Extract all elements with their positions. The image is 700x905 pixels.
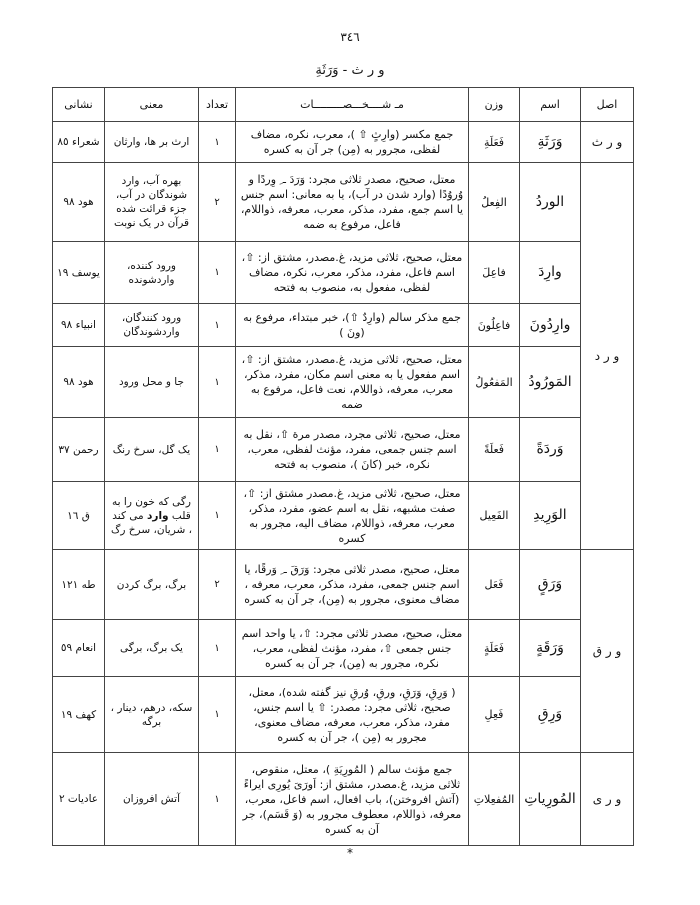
meaning-cell: ورود کننده، واردشونده xyxy=(105,242,199,304)
pattern-cell: المَفعُولُ xyxy=(469,347,520,418)
count-cell: ١ xyxy=(199,677,236,753)
description-cell: ( وَرِقِ، وَرَقِ، ورقِ، وُرقِ نیز گفته شده)، معتل، صحیح، ثلاثی مجرد: مصدر: ⇧ یا اسم جنس، مفرد، مذکر، معرب، معرفه، مضاف معنوی، مجرور به (مِن )، جر آن به کسره xyxy=(236,677,469,753)
count-cell: ١ xyxy=(199,620,236,677)
header-root: اصل xyxy=(581,88,634,122)
meaning-text: می کند ، شریان، سرخ رگ xyxy=(110,509,193,536)
description-cell: معتل، صحیح، ثلاثی مزید، غ.مصدر، مشتق از: ⇧، اسم مفعول یا به معنی اسم مکان، مفرد، مذکر، معرب، معرفه، ذواللام، نعت فاعل، مرفوع به ضمه xyxy=(236,347,469,418)
count-cell: ١ xyxy=(199,304,236,347)
description-cell: جمع مذکر سالم (وارِدٌ ⇧)، خبر مبتداء، مرفوع به (ونَ ) xyxy=(236,304,469,347)
meaning-cell: برگ، برگ کردن xyxy=(105,550,199,620)
root-cell: و ر ث xyxy=(581,122,634,163)
noun-cell: وارِدُونَ xyxy=(520,304,581,347)
table-row xyxy=(53,418,634,482)
reference-cell: ق ١٦ xyxy=(53,482,105,550)
count-cell: ١ xyxy=(199,418,236,482)
description-cell: جمع مؤنث سالم ( المُورِيَةِ )، معتل، منقوص، ثلاثی مزید، غ.مصدر، مشتق از: اَورَیَ یُورِی ایراءً (آتش افروختن)، باب افعال، اسم فاعل، معرب، معرفه، ذواللام، معطوف مجرور به (وَ قَسَم)، جر آن به کسره xyxy=(236,753,469,846)
meaning-bold-word: وارد xyxy=(147,509,169,522)
table-row xyxy=(53,347,634,418)
description-cell: معتل، صحیح، مصدر ثلاثی مجرد: وَرَقَ ـ ِ وَرقًا، یا اسم جنس جمعی، مفرد، مذکر، معرب، معرفه ، مضاف معنوی، مجرور به (مِن)، جر آن به کسره xyxy=(236,550,469,620)
pattern-cell: فاعِلَ xyxy=(469,242,520,304)
count-cell: ٢ xyxy=(199,163,236,242)
root-cell: و ر د xyxy=(581,163,634,550)
pattern-cell: فَعلَةً xyxy=(469,418,520,482)
meaning-cell: یک برگ، برگی xyxy=(105,620,199,677)
root-cell: و ر ی xyxy=(581,753,634,846)
noun-cell: وَرَثَةِ xyxy=(520,122,581,163)
header-meaning: معنی xyxy=(105,88,199,122)
header-count: تعداد xyxy=(199,88,236,122)
meaning-cell: سکه، درهم، دینار ، برگه xyxy=(105,677,199,753)
noun-cell: وارِدَ xyxy=(520,242,581,304)
meaning-text: رگی که خون را به قلب xyxy=(112,495,191,522)
noun-cell: وَرَقَةٍ xyxy=(520,620,581,677)
count-cell: ١ xyxy=(199,122,236,163)
table-row xyxy=(53,122,634,163)
count-cell: ١ xyxy=(199,482,236,550)
table-row xyxy=(53,304,634,347)
table-row xyxy=(53,482,634,550)
count-cell: ١ xyxy=(199,347,236,418)
pattern-cell: الفَعِيل xyxy=(469,482,520,550)
description-cell: معتل، صحیح، ثلاثی مزید، غ.مصدر مشتق از: ⇧، صفت مشبهه، نقل به اسم عضو، مفرد، مذکر، معرب، معرفه، ذواللام، مضاف الیه، مجرور به کسره xyxy=(236,482,469,550)
table-row xyxy=(53,677,634,753)
table-row xyxy=(53,753,634,846)
description-cell: معتل، صحیح، مصدر ثلاثی مجرد: وَرَدَ ـ ِ وِردًا و وُروُدًا (وارد شدن در آب)، یا به معانی: اسم جنس یا اسم جمع، مفرد، مذکر، معرب، معرفه، ذواللام، فاعل، مرفوع به ضمه xyxy=(236,163,469,242)
reference-cell: هود ٩٨ xyxy=(53,347,105,418)
pattern-cell: المُفعِلاتِ xyxy=(469,753,520,846)
root-cell: و ر ق xyxy=(581,550,634,753)
count-cell: ٢ xyxy=(199,550,236,620)
noun-cell: وَرَقٍ xyxy=(520,550,581,620)
noun-cell: الوَرِيدِ xyxy=(520,482,581,550)
pattern-cell: فَعَل xyxy=(469,550,520,620)
count-cell: ١ xyxy=(199,753,236,846)
meaning-cell: ورود کنندگان، واردشوندگان xyxy=(105,304,199,347)
pattern-cell: الفِعلُ xyxy=(469,163,520,242)
description-cell: معتل، صحیح، مصدر ثلاثی مجرد: ⇧، یا واحد اسم جنس جمعی ⇧، مفرد، مؤنث لفظی، معرب، نکره، مجرور به (مِن)، جر آن به کسره xyxy=(236,620,469,677)
meaning-cell: ارث بر ها، وارثان xyxy=(105,122,199,163)
page-number: ٣٤٦ xyxy=(340,30,360,44)
noun-cell: الوردُ xyxy=(520,163,581,242)
pattern-cell: فاعِلُونَ xyxy=(469,304,520,347)
table-row xyxy=(53,242,634,304)
header-reference: نشانی xyxy=(53,88,105,122)
description-cell: جمع مکسر (وارِثٍ ⇧ )، معرب، نکره، مضاف لفظی، مجرور به (مِن) جر آن به کسره xyxy=(236,122,469,163)
meaning-cell: جا و محل ورود xyxy=(105,347,199,418)
pattern-cell: فَعِلِ xyxy=(469,677,520,753)
header-noun: اسم xyxy=(520,88,581,122)
pattern-cell: فَعَلَةٍ xyxy=(469,620,520,677)
header-pattern: وزن xyxy=(469,88,520,122)
meaning-cell: آتش افروزان xyxy=(105,753,199,846)
description-cell: معتل، صحیح، ثلاثی مجرد، مصدر مرة ⇧، نقل به اسم جنس جمعی، مفرد، مؤنث لفظی، معرب، نکره، خبر (کانَ )، منصوب به فتحه xyxy=(236,418,469,482)
table-row xyxy=(53,550,634,620)
noun-cell: وَردَةً xyxy=(520,418,581,482)
reference-cell: عادیات ٢ xyxy=(53,753,105,846)
reference-cell: انبیاء ٩٨ xyxy=(53,304,105,347)
reference-cell: طه ١٢١ xyxy=(53,550,105,620)
footer-asterisk: * xyxy=(347,846,353,860)
table-header-row xyxy=(53,88,634,122)
meaning-cell: یک گل، سرخ رنگ xyxy=(105,418,199,482)
meaning-cell xyxy=(105,482,199,550)
reference-cell: شعراء ٨٥ xyxy=(53,122,105,163)
noun-cell: المُورِياتِ xyxy=(520,753,581,846)
reference-cell: هود ٩٨ xyxy=(53,163,105,242)
word-analysis-table xyxy=(52,87,634,846)
count-cell: ١ xyxy=(199,242,236,304)
header-description: مـ شــــخـــصـــــــــات xyxy=(236,88,469,122)
reference-cell: رحمن ٣٧ xyxy=(53,418,105,482)
noun-cell: وَرِقِ xyxy=(520,677,581,753)
meaning-cell: بهره آب، وارد شوندگان در آب، جزء قرائت شده قرآن در یک نوبت xyxy=(105,163,199,242)
table-row xyxy=(53,620,634,677)
table-row xyxy=(53,163,634,242)
noun-cell: المَورُودُ xyxy=(520,347,581,418)
reference-cell: یوسف ١٩ xyxy=(53,242,105,304)
reference-cell: کهف ١٩ xyxy=(53,677,105,753)
reference-cell: انعام ٥٩ xyxy=(53,620,105,677)
pattern-cell: فَعَلَةِ xyxy=(469,122,520,163)
page-title: و ر ث - وَرَثَةِ xyxy=(315,63,385,78)
description-cell: معتل، صحیح، ثلاثی مزید، غ.مصدر، مشتق از: ⇧، اسم فاعل، مفرد، مذکر، معرب، نکره، مضاف لفظی، مفعول به، منصوب به فتحه xyxy=(236,242,469,304)
